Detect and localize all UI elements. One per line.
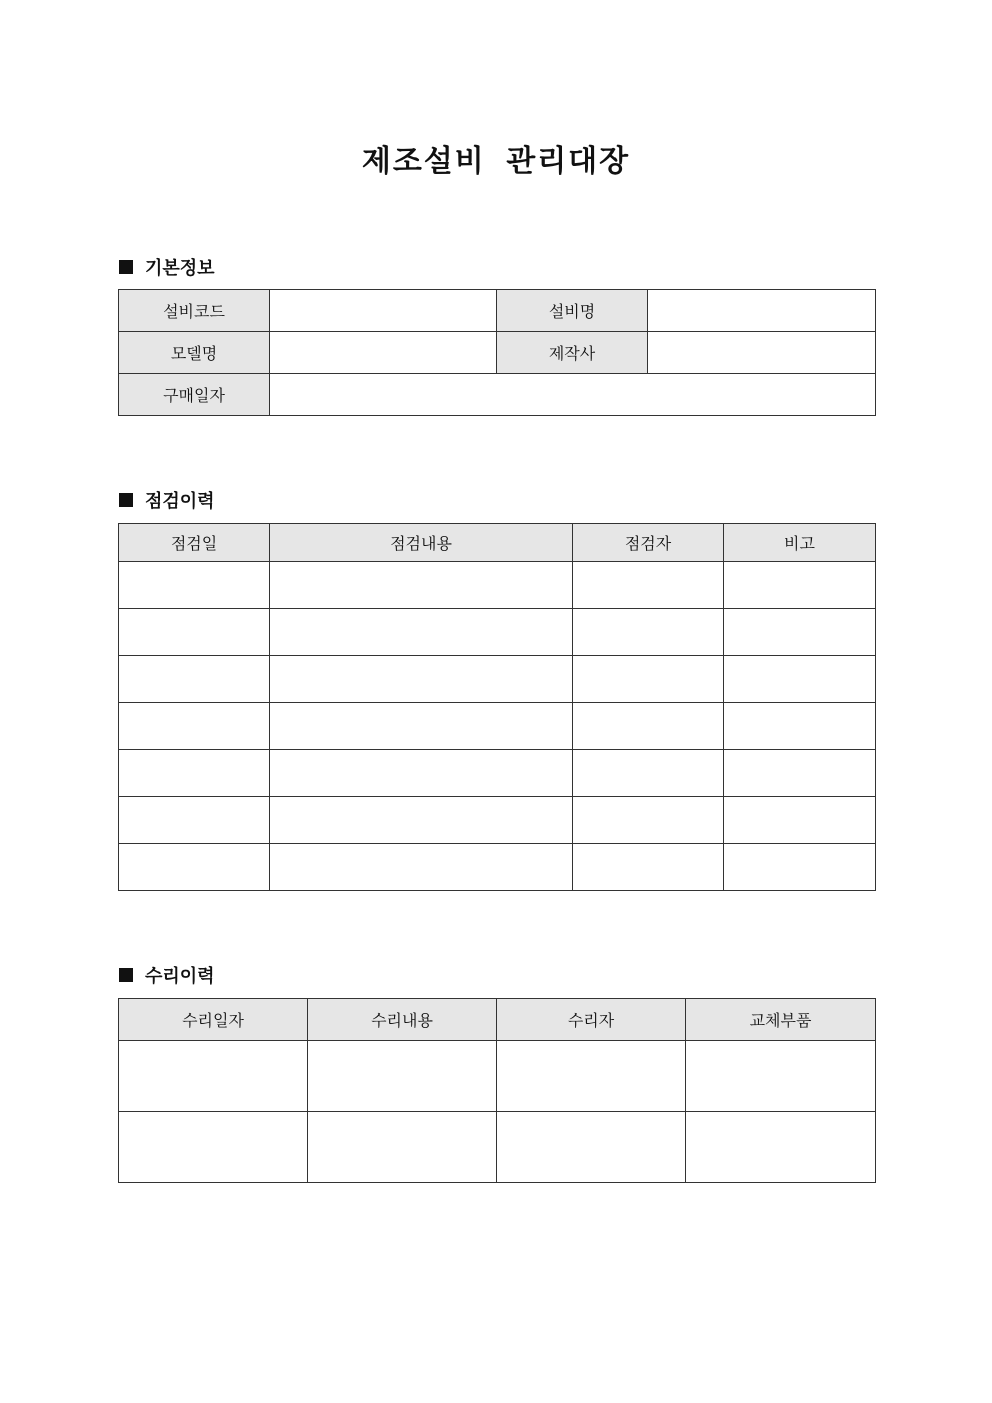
table-row — [119, 609, 876, 656]
inspection-col-date: 점검일 — [119, 524, 270, 562]
inspection-heading-text: 점검이력 — [145, 491, 215, 512]
basic-info-heading — [119, 254, 215, 280]
table-cell[interactable] — [119, 844, 270, 891]
table-row — [119, 1041, 876, 1112]
table-cell[interactable] — [724, 797, 876, 844]
repair-col-repairer: 수리자 — [497, 999, 686, 1041]
table-cell[interactable] — [270, 656, 573, 703]
table-cell[interactable] — [573, 750, 724, 797]
table-cell[interactable] — [270, 750, 573, 797]
table-row — [119, 562, 876, 609]
table-cell[interactable] — [119, 750, 270, 797]
table-cell[interactable] — [724, 844, 876, 891]
table-cell[interactable] — [270, 562, 573, 609]
table-cell[interactable] — [573, 703, 724, 750]
table-cell[interactable] — [573, 562, 724, 609]
table-cell[interactable] — [119, 797, 270, 844]
table-cell[interactable] — [573, 797, 724, 844]
table-cell[interactable] — [119, 1041, 308, 1112]
table-cell[interactable] — [724, 656, 876, 703]
inspection-table — [118, 523, 876, 891]
inspection-col-remarks: 비고 — [724, 524, 876, 562]
basic-info-table — [118, 289, 876, 416]
page-title: 제조설비 관리대장 — [361, 144, 631, 179]
purchase-date-label: 구매일자 — [119, 374, 270, 416]
table-cell[interactable] — [119, 703, 270, 750]
table-cell[interactable] — [119, 562, 270, 609]
table-cell[interactable] — [573, 609, 724, 656]
repair-heading — [119, 962, 215, 988]
table-row — [119, 1112, 876, 1183]
equipment-name-label: 설비명 — [497, 290, 648, 332]
table-cell[interactable] — [270, 609, 573, 656]
table-cell[interactable] — [724, 703, 876, 750]
equipment-code-field[interactable] — [270, 290, 497, 332]
basic-info-heading-text: 기본정보 — [145, 258, 215, 279]
repair-col-date: 수리일자 — [119, 999, 308, 1041]
maker-label: 제작사 — [497, 332, 648, 374]
table-cell[interactable] — [119, 656, 270, 703]
table-cell[interactable] — [270, 703, 573, 750]
repair-col-content: 수리내용 — [308, 999, 497, 1041]
table-cell[interactable] — [119, 1112, 308, 1183]
inspection-col-content: 점검내용 — [270, 524, 573, 562]
equipment-name-field[interactable] — [648, 290, 876, 332]
maker-field[interactable] — [648, 332, 876, 374]
inspection-heading — [119, 487, 215, 513]
repair-heading-text: 수리이력 — [145, 966, 215, 987]
square-bullet-icon — [119, 968, 133, 982]
inspection-col-inspector: 점검자 — [573, 524, 724, 562]
purchase-date-field[interactable] — [270, 374, 876, 416]
repair-table — [118, 998, 876, 1183]
table-cell[interactable] — [573, 656, 724, 703]
table-cell[interactable] — [724, 750, 876, 797]
model-field[interactable] — [270, 332, 497, 374]
table-cell[interactable] — [497, 1041, 686, 1112]
table-row — [119, 844, 876, 891]
table-row — [119, 750, 876, 797]
table-row — [119, 797, 876, 844]
table-cell[interactable] — [497, 1112, 686, 1183]
table-cell[interactable] — [119, 609, 270, 656]
model-label: 모델명 — [119, 332, 270, 374]
table-cell[interactable] — [686, 1041, 876, 1112]
table-cell[interactable] — [270, 844, 573, 891]
table-cell[interactable] — [270, 797, 573, 844]
square-bullet-icon — [119, 493, 133, 507]
table-cell[interactable] — [724, 562, 876, 609]
table-row — [119, 656, 876, 703]
table-cell[interactable] — [686, 1112, 876, 1183]
table-cell[interactable] — [573, 844, 724, 891]
equipment-code-label: 설비코드 — [119, 290, 270, 332]
table-cell[interactable] — [724, 609, 876, 656]
square-bullet-icon — [119, 260, 133, 274]
table-row — [119, 703, 876, 750]
repair-col-replaced-parts: 교체부품 — [686, 999, 876, 1041]
table-cell[interactable] — [308, 1041, 497, 1112]
table-cell[interactable] — [308, 1112, 497, 1183]
